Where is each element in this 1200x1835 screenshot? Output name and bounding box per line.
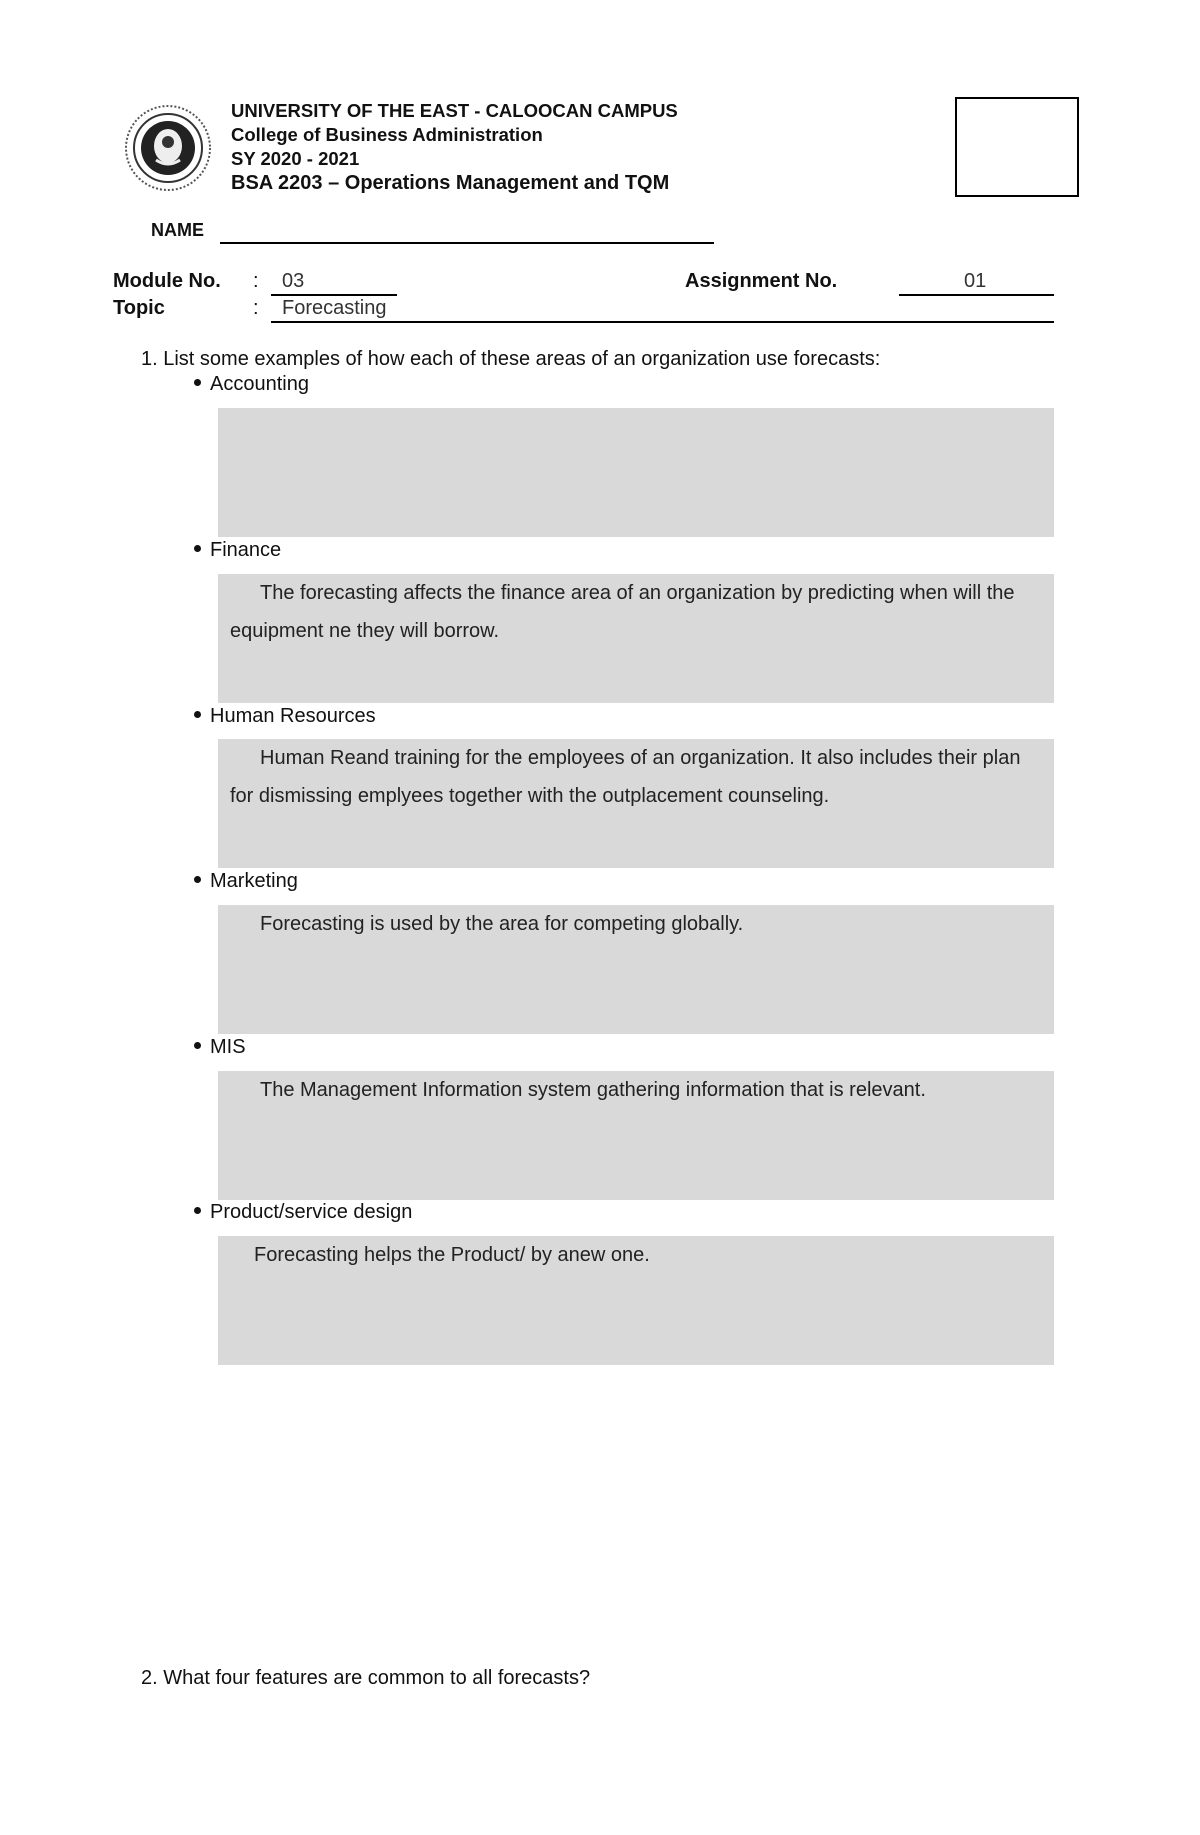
bullet-icon bbox=[194, 711, 201, 718]
topic-label: Topic bbox=[113, 297, 165, 319]
question-1: 1. List some examples of how each of these areas of an organization use forecasts: bbox=[141, 348, 881, 370]
answer-box-human-resources[interactable] bbox=[218, 739, 1054, 868]
answer-box-accounting[interactable] bbox=[218, 408, 1054, 537]
answer-text: The forecasting affects the finance area of an organization by predicting when will the equipment ne they will borrow. bbox=[230, 582, 1015, 642]
answer-box-mis[interactable] bbox=[218, 1071, 1054, 1200]
college-name: College of Business Administration bbox=[231, 124, 543, 145]
bullet-marketing bbox=[194, 870, 298, 893]
bullet-mis bbox=[194, 1036, 246, 1059]
name-label: NAME bbox=[151, 220, 204, 240]
bullet-icon bbox=[194, 876, 201, 883]
answer-box-marketing[interactable] bbox=[218, 905, 1054, 1034]
module-field[interactable] bbox=[271, 270, 397, 296]
item-label: Human Resources bbox=[210, 705, 376, 727]
bullet-accounting bbox=[194, 373, 309, 396]
answer-text: Human Reand training for the employees of an organization. It also includes their plan for dismissing emplyees together with the outplacement counseling. bbox=[230, 747, 1021, 807]
answer-box-finance[interactable] bbox=[218, 574, 1054, 703]
course-title: BSA 2203 – Operations Management and TQM bbox=[231, 172, 670, 194]
assignment-value: 01 bbox=[964, 270, 987, 292]
item-label: Finance bbox=[210, 539, 282, 561]
module-colon: : bbox=[253, 270, 259, 292]
university-seal-icon bbox=[124, 104, 212, 192]
answer-box-product-service-design[interactable] bbox=[218, 1236, 1054, 1365]
answer-text: The Management Information system gathering information that is relevant. bbox=[260, 1079, 926, 1101]
module-value: 03 bbox=[282, 270, 305, 292]
answer-text: Forecasting helps the Product/ by anew one. bbox=[254, 1244, 650, 1266]
topic-colon: : bbox=[253, 297, 259, 319]
bullet-icon bbox=[194, 379, 201, 386]
answer-text: Forecasting is used by the area for competing globally. bbox=[260, 913, 744, 935]
assignment-label: Assignment No. bbox=[685, 270, 838, 292]
module-label: Module No. bbox=[113, 270, 221, 292]
bullet-product-service-design bbox=[194, 1201, 412, 1224]
bullet-icon bbox=[194, 545, 201, 552]
school-year: SY 2020 - 2021 bbox=[231, 148, 360, 169]
score-box[interactable] bbox=[955, 97, 1079, 197]
bullet-icon bbox=[194, 1207, 201, 1214]
topic-field[interactable] bbox=[271, 297, 1054, 323]
item-label: Accounting bbox=[210, 373, 309, 395]
item-label: MIS bbox=[210, 1036, 246, 1058]
item-label: Product/service design bbox=[210, 1201, 413, 1223]
bullet-human-resources bbox=[194, 705, 376, 728]
university-name: UNIVERSITY OF THE EAST - CALOOCAN CAMPUS bbox=[231, 100, 678, 121]
item-label: Marketing bbox=[210, 870, 298, 892]
name-field[interactable] bbox=[220, 242, 714, 244]
bullet-finance bbox=[194, 539, 281, 562]
question-2: 2. What four features are common to all forecasts? bbox=[141, 1667, 591, 1689]
topic-value: Forecasting bbox=[282, 297, 387, 319]
assignment-field[interactable] bbox=[899, 270, 1054, 296]
bullet-icon bbox=[194, 1042, 201, 1049]
